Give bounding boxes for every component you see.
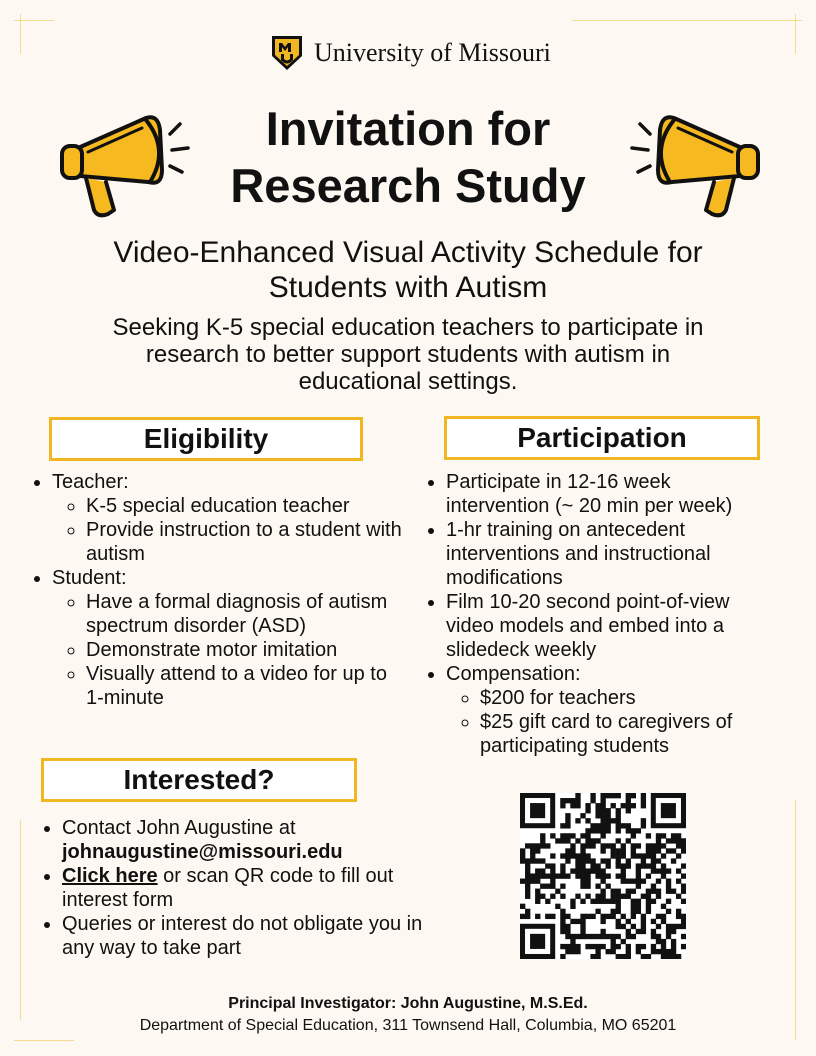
list-item: • Participate in 12-16 week intervention (~ 20 min per week) — [446, 470, 770, 518]
list-item: ◦ Visually attend to a video for up to 1-minute — [86, 662, 406, 710]
page-title — [0, 100, 816, 214]
email-link[interactable]: johnaugustine@missouri.edu — [62, 841, 343, 863]
eligibility-heading: Eligibility — [49, 417, 363, 461]
subtitle-line: Video-Enhanced Visual Activity Schedule for — [113, 236, 703, 269]
frame-decoration — [20, 820, 21, 1020]
list-item: • Compensation: ◦ $200 for teachers ◦ $25 gift card to caregivers of participating students — [446, 662, 770, 758]
principal-investigator: Principal Investigator: John Augustine, M.S.Ed. — [228, 995, 588, 1012]
list-item: ◦ $25 gift card to caregivers of participating students — [480, 710, 770, 758]
title-line: Research Study — [230, 159, 586, 212]
list-item: ◦ Provide instruction to a student with autism — [86, 518, 406, 566]
list-item: • Film 10-20 second point-of-view video models and embed into a slidedeck weekly — [446, 590, 770, 662]
list-item: ◦ Demonstrate motor imitation — [86, 638, 406, 662]
list-item: • 1-hr training on antecedent interventions and instructional modifications — [446, 518, 770, 590]
click-here-link[interactable]: Click here — [62, 865, 158, 887]
eligibility-list — [26, 470, 406, 710]
title-line: Invitation for — [265, 102, 551, 155]
university-logo — [270, 34, 551, 72]
intro-line: Seeking K-5 special education teachers to participate in — [112, 314, 704, 341]
interested-list — [36, 816, 436, 960]
list-item: • Teacher: ◦ K-5 special education teacher ◦ Provide instruction to a student with autism — [52, 470, 406, 566]
frame-decoration — [14, 20, 54, 21]
university-name: University of Missouri — [314, 38, 551, 67]
intro-text — [60, 314, 756, 395]
frame-decoration — [14, 1040, 74, 1041]
department-address: Department of Special Education, 311 Townsend Hall, Columbia, MO 65201 — [139, 1017, 677, 1034]
participation-heading: Participation — [444, 416, 760, 460]
tiger-shield-icon — [270, 34, 304, 72]
subtitle-line: Students with Autism — [268, 271, 548, 304]
intro-line: educational settings. — [298, 368, 518, 395]
qr-code[interactable] — [520, 793, 686, 959]
list-item: ◦ K-5 special education teacher — [86, 494, 406, 518]
intro-line: research to better support students with autism in — [145, 341, 671, 368]
study-subtitle — [40, 235, 776, 305]
list-item: • Queries or interest do not obligate you in any way to take part — [62, 912, 436, 960]
list-item: • Contact John Augustine at johnaugustine@missouri.edu — [62, 816, 436, 864]
list-item: • Student: ◦ Have a formal diagnosis of autism spectrum disorder (ASD) ◦ Demonstrate motor imitation ◦ Visually attend to a video for up to 1-minute — [52, 566, 406, 710]
list-item: • Click here or scan QR code to fill out interest form — [62, 864, 436, 912]
list-item: ◦ Have a formal diagnosis of autism spectrum disorder (ASD) — [86, 590, 406, 638]
participation-list — [420, 470, 770, 758]
frame-decoration — [572, 20, 802, 21]
interested-heading: Interested? — [41, 758, 357, 802]
list-item: ◦ $200 for teachers — [480, 686, 770, 710]
